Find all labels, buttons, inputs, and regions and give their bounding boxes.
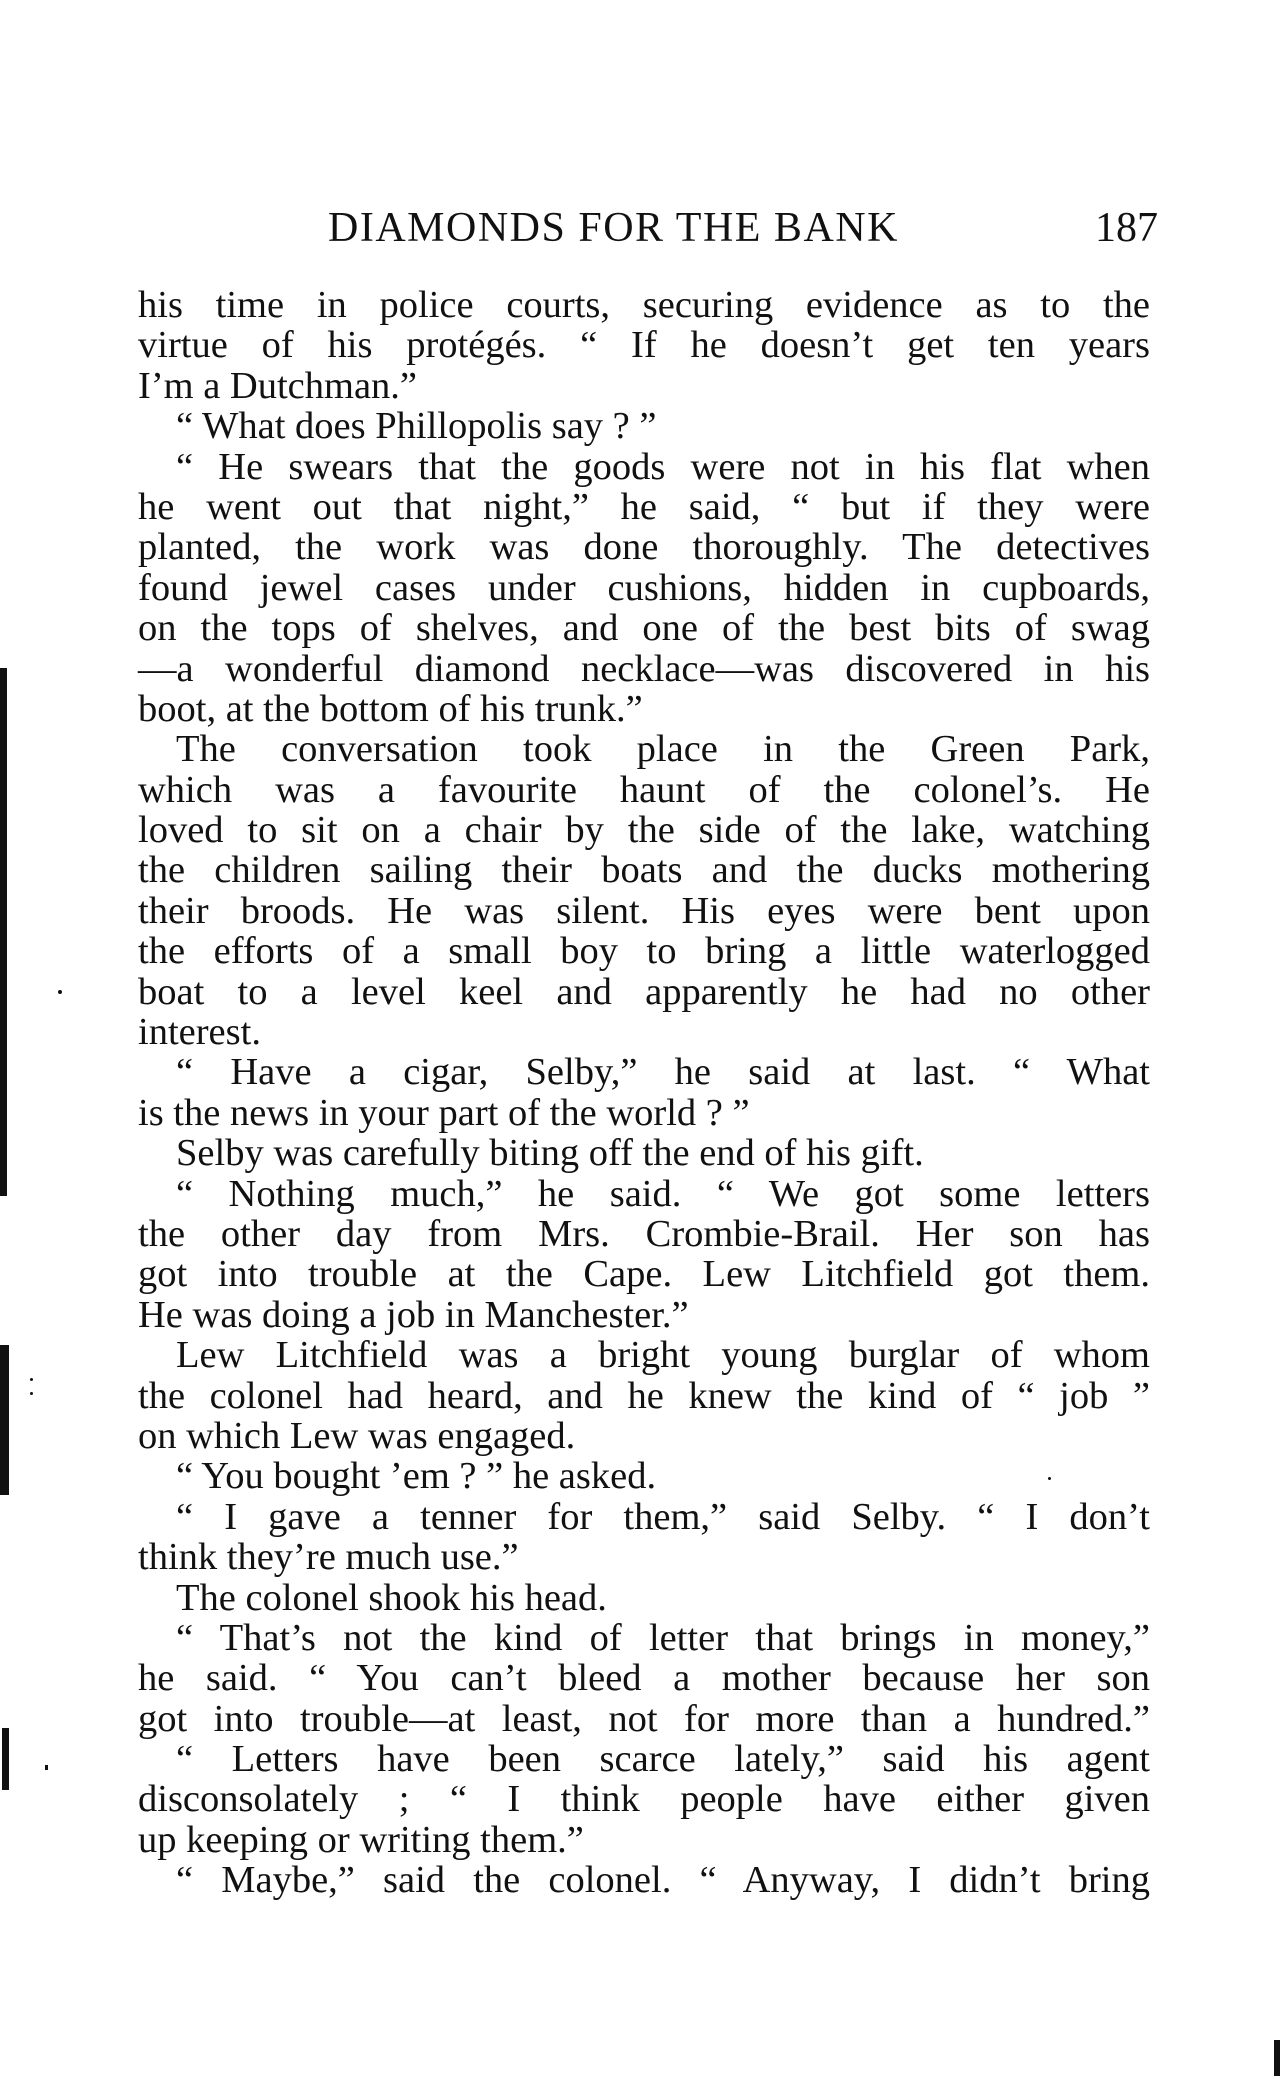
text-line: which was a favourite haunt of the colonel’s. He	[138, 768, 1150, 811]
text-line: on which Lew was engaged.	[138, 1414, 576, 1457]
text-line: found jewel cases under cushions, hidden in cupboards,	[138, 566, 1150, 609]
text-line: “ Maybe,” said the colonel. “ Anyway, I didn’t bring	[176, 1859, 1150, 1902]
scan-speck	[30, 1392, 33, 1395]
text-line: “ What does Phillopolis say ? ”	[176, 405, 657, 448]
scan-edge-mark	[1274, 2040, 1280, 2076]
text-line: he went out that night,” he said, “ but if they were	[138, 485, 1150, 528]
text-line: interest.	[138, 1011, 261, 1054]
text-line: the efforts of a small boy to bring a little waterlogged	[138, 930, 1150, 973]
text-line: loved to sit on a chair by the side of the lake, watching	[138, 809, 1150, 852]
text-line: Selby was carefully biting off the end of his gift.	[176, 1132, 924, 1175]
text-line: The colonel shook his head.	[176, 1576, 607, 1619]
text-line: boot, at the bottom of his trunk.”	[138, 687, 643, 730]
text-line: got into trouble at the Cape. Lew Litchfield got them.	[138, 1253, 1150, 1296]
text-line: he said. “ You can’t bleed a mother because her son	[138, 1657, 1150, 1700]
text-line: the children sailing their boats and the ducks mothering	[138, 849, 1150, 892]
scan-speck	[30, 1378, 33, 1381]
text-line: is the news in your part of the world ? ”	[138, 1091, 750, 1134]
scan-speck	[58, 990, 62, 994]
text-line: think they’re much use.”	[138, 1536, 519, 1579]
text-line: boat to a level keel and apparently he had no other	[138, 970, 1150, 1013]
text-line: on the tops of shelves, and one of the best bits of swag	[138, 607, 1150, 650]
text-line: “ Letters have been scarce lately,” said his agent	[176, 1738, 1150, 1781]
scan-speck	[45, 1765, 48, 1770]
text-line: up keeping or writing them.”	[138, 1818, 584, 1861]
text-line: got into trouble—at least, not for more than a hundred.”	[138, 1697, 1150, 1740]
scan-edge-mark	[0, 668, 7, 1196]
scan-speck	[1048, 1477, 1051, 1480]
text-line: the colonel had heard, and he knew the kind of “ job ”	[138, 1374, 1150, 1417]
text-line: disconsolately ; “ I think people have either given	[138, 1778, 1150, 1821]
text-line: “ That’s not the kind of letter that brings in money,”	[176, 1616, 1150, 1659]
text-line: his time in police courts, securing evidence as to the	[138, 284, 1150, 326]
running-head-title: DIAMONDS FOR THE BANK	[328, 205, 899, 251]
page-number: 187	[1095, 205, 1158, 251]
body-text	[138, 285, 1150, 1901]
text-line: the other day from Mrs. Crombie-Brail. Her son has	[138, 1212, 1150, 1255]
text-line: “ I gave a tenner for them,” said Selby. “ I don’t	[176, 1495, 1150, 1538]
text-line: I’m a Dutchman.”	[138, 364, 418, 407]
text-line: “ Nothing much,” he said. “ We got some letters	[176, 1172, 1150, 1215]
text-line: “ Have a cigar, Selby,” he said at last. “ What	[176, 1051, 1150, 1094]
text-line: “ He swears that the goods were not in his flat when	[176, 445, 1150, 488]
text-line: The conversation took place in the Green Park,	[176, 728, 1150, 771]
scan-edge-mark	[0, 1345, 9, 1495]
text-line: “ You bought ’em ? ” he asked.	[176, 1455, 657, 1498]
text-line: He was doing a job in Manchester.”	[138, 1293, 689, 1336]
text-line: their broods. He was silent. His eyes were bent upon	[138, 889, 1150, 932]
text-line: virtue of his protégés. “ If he doesn’t get ten years	[138, 324, 1150, 367]
running-head	[138, 200, 1158, 256]
scan-edge-mark	[2, 1728, 9, 1790]
text-line: planted, the work was done thoroughly. The detectives	[138, 526, 1150, 569]
text-line: Lew Litchfield was a bright young burglar of whom	[176, 1334, 1150, 1377]
text-line: —a wonderful diamond necklace—was discovered in his	[138, 647, 1150, 690]
